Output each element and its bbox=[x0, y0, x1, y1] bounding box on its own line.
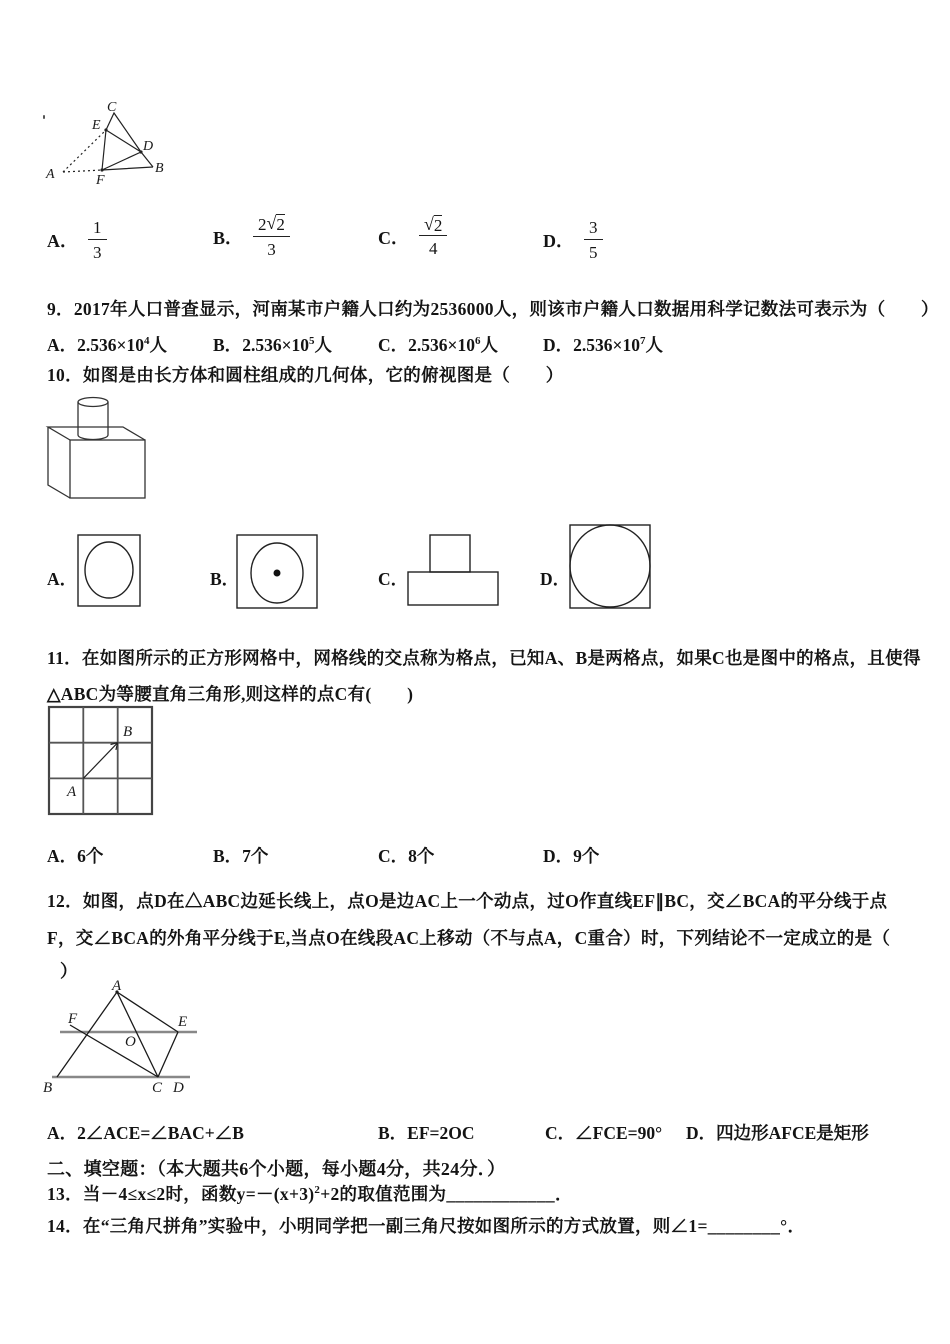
q9-option-d bbox=[543, 332, 663, 357]
label-C: C bbox=[107, 100, 117, 115]
grid-label-B: B bbox=[123, 724, 133, 740]
option-letter: C． bbox=[378, 228, 409, 248]
option-letter: B． bbox=[213, 335, 243, 355]
q12-text-line2: F，交∠BCA的外角平分线于E,当点O在线段AC上移动（不与点A，C重合）时，下列结论不一定成立的是（ bbox=[47, 928, 891, 948]
section2-header: 二、填空题：（本大题共6个小题，每小题4分，共24分．） bbox=[47, 1159, 506, 1179]
box-front-face bbox=[70, 440, 145, 498]
label-O: O bbox=[125, 1034, 136, 1050]
label-E: E bbox=[178, 1014, 188, 1030]
segment-AB bbox=[83, 743, 117, 779]
q11-option-c: C．8个 bbox=[378, 846, 435, 866]
option-base: 2.536×10 bbox=[242, 335, 310, 355]
option-exponent: 5 bbox=[309, 335, 315, 348]
q11-option-d: D．9个 bbox=[543, 846, 600, 866]
fraction bbox=[253, 214, 290, 260]
option-letter: D． bbox=[543, 231, 574, 251]
q8-triangle-figure bbox=[38, 100, 173, 200]
label-D: D bbox=[173, 1080, 184, 1096]
q13-answer-blank: ____________ bbox=[446, 1184, 555, 1204]
denominator: 5 bbox=[589, 242, 598, 262]
triangle-edges bbox=[57, 992, 178, 1077]
q8-option-a bbox=[47, 212, 107, 268]
q13-text bbox=[47, 1181, 573, 1206]
option-letter: D． bbox=[543, 335, 574, 355]
q9-option-b bbox=[213, 332, 332, 357]
q11-options-row bbox=[0, 843, 950, 867]
q9-options-row bbox=[0, 332, 950, 356]
q13-post: +2的取值范围为 bbox=[320, 1184, 447, 1204]
denominator: 4 bbox=[428, 239, 438, 259]
fraction bbox=[88, 217, 107, 263]
q11-text-line1: 11．在如图所示的正方形网格中，网格线的交点称为格点，已知A、B是两格点，如果C也是图中的格点，且使得 bbox=[47, 648, 921, 668]
option-unit: 人 bbox=[149, 335, 167, 355]
q12-options-row bbox=[0, 1120, 950, 1144]
q12-option-c: C．∠FCE=90° bbox=[545, 1123, 663, 1143]
option-unit: 人 bbox=[480, 335, 498, 355]
option-a-square bbox=[78, 535, 140, 606]
label-E: E bbox=[92, 118, 101, 133]
option-exponent: 6 bbox=[475, 335, 481, 348]
option-exponent: 7 bbox=[640, 335, 646, 348]
vertex-dots bbox=[100, 128, 142, 171]
q9-text: 9．2017年人口普查显示，河南某市户籍人口约为2536000人，则该市户籍人口数据用科学记数法可表示为（ ） bbox=[47, 299, 939, 319]
q11-option-b: B．7个 bbox=[213, 846, 269, 866]
q12-option-a: A．2∠ACE=∠BAC+∠B bbox=[47, 1123, 244, 1143]
q10-option-shapes bbox=[0, 520, 700, 615]
dotted-lines-AE-AF bbox=[63, 130, 106, 172]
option-letter: C． bbox=[378, 335, 409, 355]
q11-grid-figure bbox=[47, 705, 155, 817]
radicand: 2 bbox=[433, 215, 443, 235]
q13-pre: 13．当－4≤x≤2时，函数y=－(x+3) bbox=[47, 1184, 315, 1204]
option-c-small-square bbox=[430, 535, 470, 572]
q8-option-b bbox=[213, 206, 290, 268]
q10-option-letter-d: D． bbox=[540, 569, 571, 589]
grid-label-A: A bbox=[67, 784, 77, 800]
cylinder-bottom-arc bbox=[78, 435, 108, 440]
option-letter: B． bbox=[213, 228, 244, 248]
q14-text bbox=[47, 1213, 805, 1238]
denominator: 3 bbox=[267, 239, 276, 259]
q12-triangle-figure bbox=[40, 980, 212, 1098]
label-D: D bbox=[143, 139, 154, 154]
q10-option-letter-b: B． bbox=[210, 569, 240, 589]
option-exponent: 4 bbox=[144, 335, 150, 348]
option-b-center-dot bbox=[274, 570, 281, 577]
option-letter: A． bbox=[47, 335, 78, 355]
label-A: A bbox=[46, 167, 55, 182]
label-B: B bbox=[155, 161, 164, 176]
q10-option-letter-a: A． bbox=[47, 569, 78, 589]
coefficient: 2 bbox=[258, 215, 267, 235]
q11-text-line2: △ABC为等腰直角三角形,则这样的点C有( ) bbox=[47, 684, 414, 704]
label-F: F bbox=[68, 1011, 78, 1027]
q14-answer-blank: ________ bbox=[707, 1216, 781, 1236]
option-unit: 人 bbox=[645, 335, 663, 355]
q12-option-d: D．四边形AFCE是矩形 bbox=[686, 1123, 869, 1143]
radical-sign: √ bbox=[266, 213, 277, 234]
label-B: B bbox=[43, 1080, 53, 1096]
q12-option-b: B．EF=2OC bbox=[378, 1123, 475, 1143]
radical-sign: √ bbox=[424, 213, 434, 234]
box-top-left-faces bbox=[48, 427, 145, 498]
q11-option-a: A．6个 bbox=[47, 846, 104, 866]
option-d-circle bbox=[570, 525, 650, 607]
fraction bbox=[419, 215, 447, 260]
q14-pre: 14．在“三角尺拼角”实验中，小明同学把一副三角尺按如图所示的方式放置，则∠1= bbox=[47, 1216, 708, 1236]
option-base: 2.536×10 bbox=[77, 335, 144, 355]
label-F: F bbox=[96, 173, 105, 188]
option-letter: A． bbox=[47, 231, 78, 251]
q9-option-c bbox=[378, 332, 498, 357]
q13-exponent: 2 bbox=[314, 1184, 321, 1197]
q10-text: 10．如图是由长方体和圆柱组成的几何体，它的俯视图是（ ） bbox=[47, 365, 564, 385]
q10-solid-figure bbox=[45, 388, 155, 506]
option-base: 2.536×10 bbox=[573, 335, 640, 355]
fraction bbox=[584, 217, 603, 263]
q14-end: °． bbox=[780, 1216, 806, 1236]
numerator: 3 bbox=[589, 218, 598, 238]
radicand: 2 bbox=[276, 215, 285, 235]
option-unit: 人 bbox=[314, 335, 333, 355]
label-A: A bbox=[112, 980, 122, 994]
q8-option-c bbox=[378, 206, 447, 268]
label-C: C bbox=[152, 1080, 163, 1096]
option-base: 2.536×10 bbox=[408, 335, 475, 355]
option-a-circle bbox=[85, 542, 133, 598]
q13-end: ． bbox=[554, 1184, 573, 1204]
option-c-wide-rect bbox=[408, 572, 498, 605]
q12-text-line1: 12．如图，点D在△ABC边延长线上，点O是边AC上一个动点，过O作直线EF∥BC，交∠BCA的平分线于点 bbox=[47, 891, 888, 911]
numerator: 1 bbox=[93, 218, 102, 238]
cylinder-top bbox=[78, 398, 108, 407]
q8-option-d bbox=[543, 212, 603, 268]
q10-option-letter-c: C． bbox=[378, 569, 409, 589]
denominator: 3 bbox=[93, 242, 102, 262]
q12-text-line3: ） bbox=[60, 961, 78, 981]
q9-option-a bbox=[47, 332, 167, 357]
